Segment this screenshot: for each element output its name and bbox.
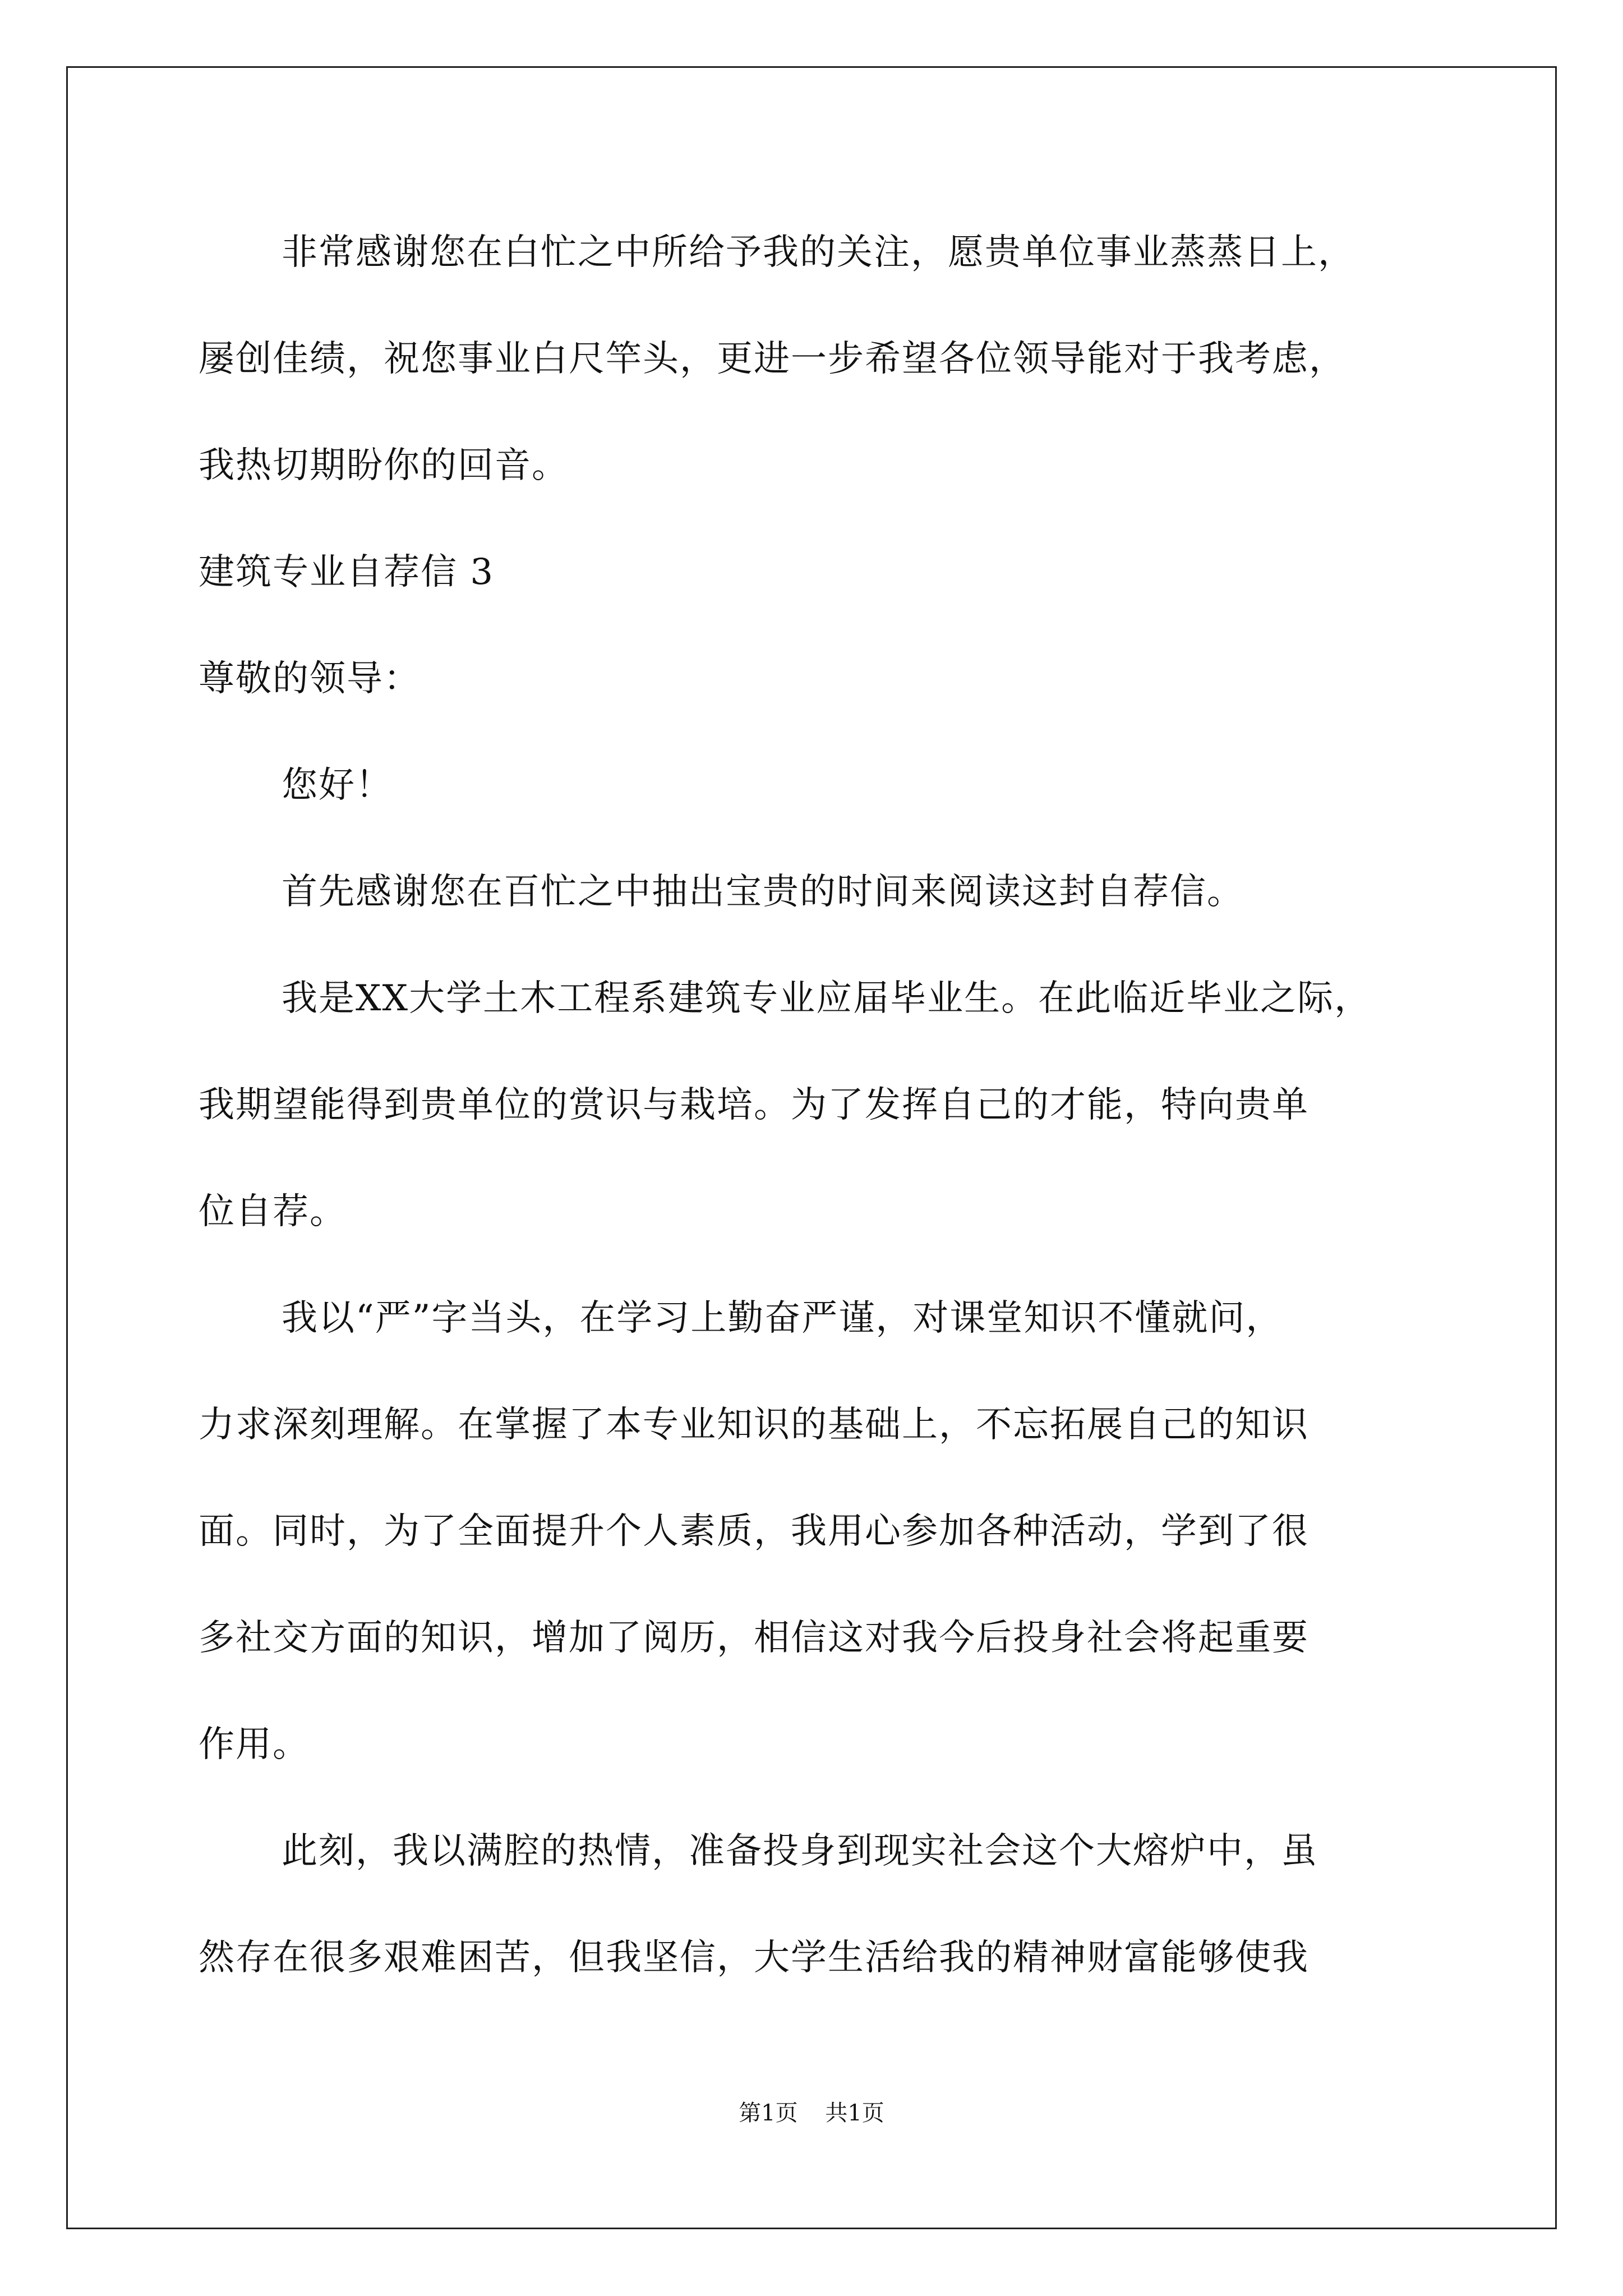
paragraph-line: 我热切期盼你的回音。 [199,445,569,486]
paragraph-line: 非常感谢您在白忙之中所给予我的关注，愿贵单位事业蒸蒸日上， [282,232,1355,273]
paragraph-line: 此刻，我以满腔的热情，准备投身到现实社会这个大熔炉中，虽 [282,1830,1318,1872]
page-footer [0,2099,1623,2127]
greeting: 您好！ [282,765,393,806]
paragraph-line: 我以“严”字当头，在学习上勤奋严谨，对课堂知识不懂就问， [282,1297,1283,1339]
salutation: 尊敬的领导： [199,658,421,700]
paragraph-line: 首先感谢您在百忙之中抽出宝贵的时间来阅读这封自荐信。 [282,871,1244,913]
paragraph-line: 面。同时，为了全面提升个人素质，我用心参加各种活动，学到了很 [199,1511,1309,1552]
section-heading: 建筑专业自荐信 3 [199,551,495,593]
page-border [66,66,1557,2229]
paragraph-line: 力求深刻理解。在掌握了本专业知识的基础上，不忘拓展自己的知识 [199,1404,1309,1446]
paragraph-line: 我是XX大学土木工程系建筑专业应届毕业生。在此临近毕业之际， [282,978,1372,1019]
paragraph-line: 然存在很多艰难困苦，但我坚信，大学生活给我的精神财富能够使我 [199,1937,1309,1978]
paragraph-line: 我期望能得到贵单位的赏识与栽培。为了发挥自己的才能，特向贵单 [199,1084,1309,1126]
page-number: 第1页 [739,2100,798,2126]
paragraph-line: 屡创佳绩，祝您事业白尺竿头，更进一步希望各位领导能对于我考虑， [199,338,1346,380]
paragraph-line: 作用。 [199,1724,310,1765]
page-total: 共1页 [825,2100,884,2126]
paragraph-line: 多社交方面的知识，增加了阅历，相信这对我今后投身社会将起重要 [199,1617,1309,1659]
paragraph-line: 位自荐。 [199,1191,347,1232]
